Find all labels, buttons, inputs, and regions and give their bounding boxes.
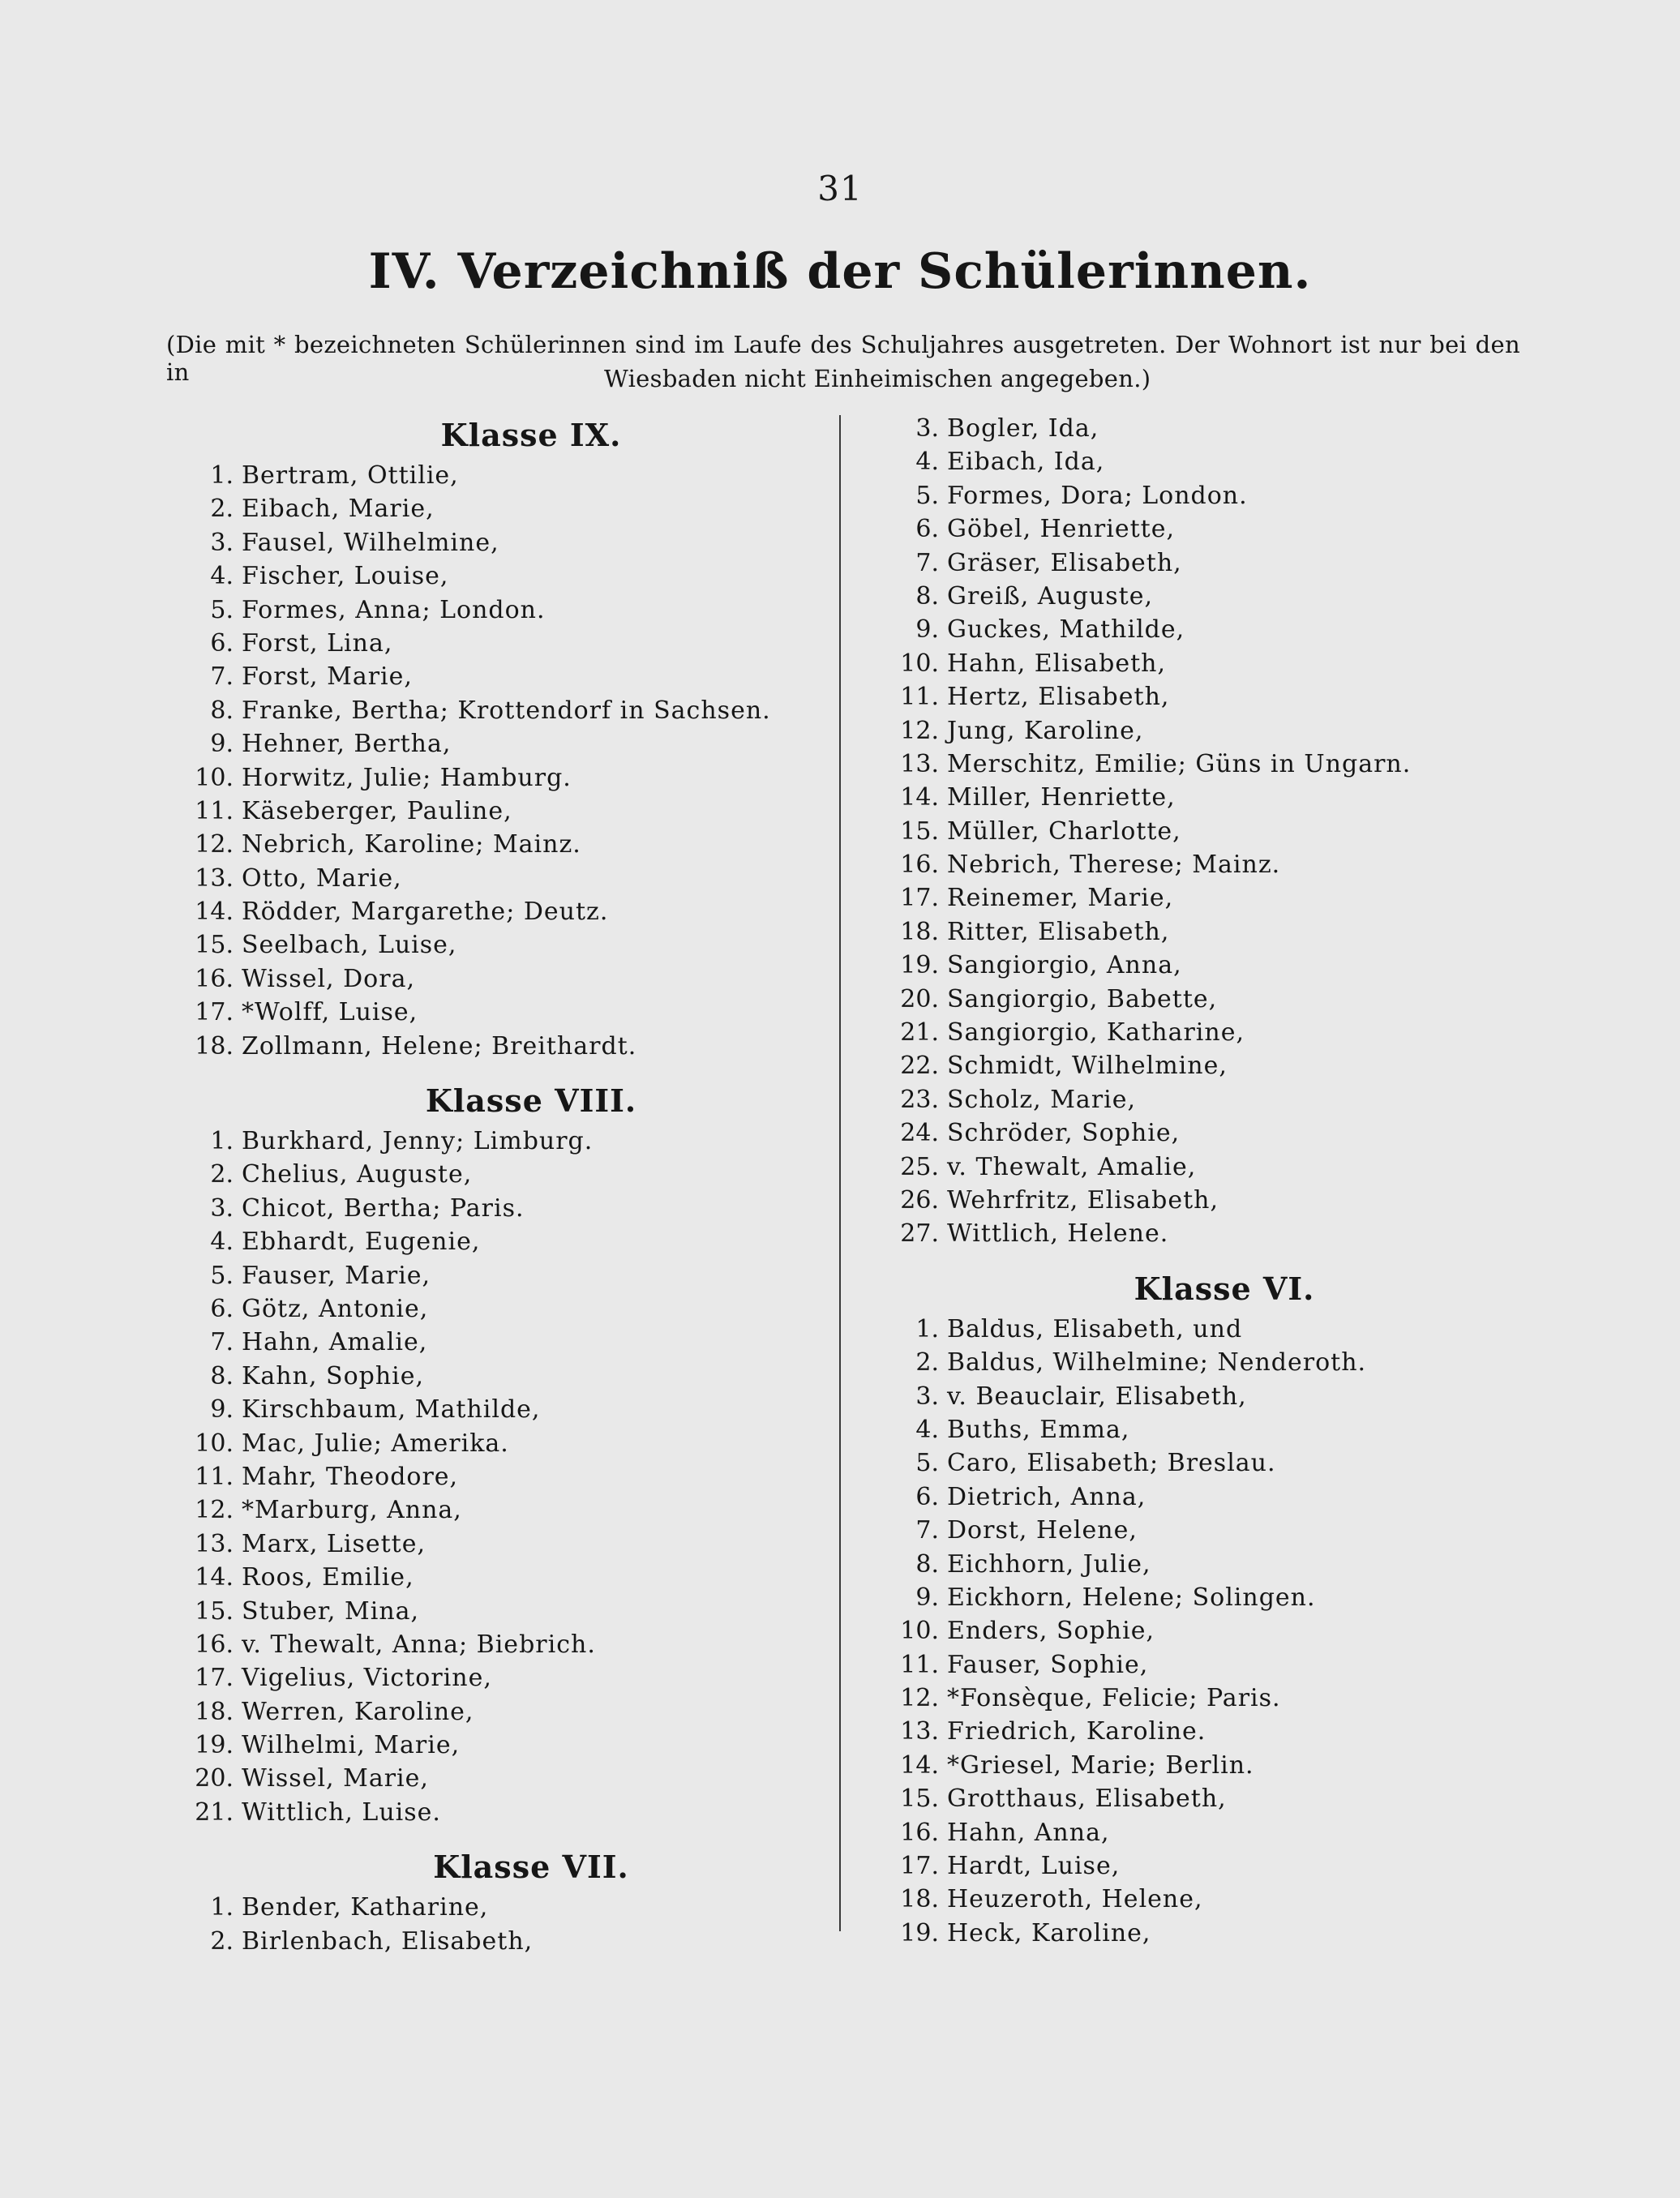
entry-number: 8.: [210, 1361, 234, 1390]
entry-name: Roos, Emilie,: [242, 1563, 414, 1592]
entry-name: Wehrfritz, Elisabeth,: [947, 1185, 1219, 1215]
entry-number: 1.: [210, 461, 234, 490]
entry-name: Fausel, Wilhelmine,: [242, 528, 499, 557]
list-item: [900, 1782, 1549, 1815]
entry-number: 11.: [900, 1650, 939, 1679]
list-item: [195, 862, 835, 895]
entry-name: Merschitz, Emilie; Güns in Ungarn.: [947, 749, 1412, 778]
entry-name: v. Beauclair, Elisabeth,: [947, 1382, 1247, 1411]
entry-number: 2.: [915, 1348, 939, 1377]
entry-name: Sangiorgio, Anna,: [947, 951, 1182, 980]
entry-name: Hehner, Bertha,: [242, 730, 452, 759]
entry-name: Miller, Henriette,: [947, 783, 1176, 812]
list-item: [900, 781, 1549, 814]
list-item: [900, 1715, 1549, 1748]
entry-number: 9.: [915, 1583, 939, 1612]
list-item: [900, 815, 1549, 848]
list-item: [195, 828, 835, 861]
entry-name: Schröder, Sophie,: [947, 1119, 1181, 1148]
entry-name: Friedrich, Karoline.: [947, 1717, 1206, 1746]
entry-name: Kahn, Sophie,: [242, 1361, 425, 1390]
entry-name: Forst, Lina,: [242, 628, 393, 658]
entry-number: 2.: [210, 1160, 234, 1189]
entry-number: 15.: [900, 1785, 939, 1814]
entry-number: 10.: [195, 763, 234, 792]
entry-number: 19.: [900, 951, 939, 980]
entry-name: Ritter, Elisabeth,: [947, 917, 1170, 946]
list-item: [195, 1561, 835, 1594]
entry-number: 10.: [900, 649, 939, 678]
section-gap: [900, 1251, 1549, 1266]
entry-name: Heck, Karoline,: [947, 1918, 1151, 1947]
entry-number: 19.: [900, 1918, 939, 1947]
entry-name: Dietrich, Anna,: [947, 1482, 1146, 1511]
entry-name: Fauser, Marie,: [242, 1261, 431, 1290]
list-item: [900, 1480, 1549, 1514]
list-item: [195, 962, 835, 996]
list-item: [195, 1326, 835, 1359]
list-item: [900, 748, 1549, 781]
entry-number: 13.: [195, 1529, 234, 1558]
entry-number: 17.: [900, 884, 939, 913]
list-item: [900, 1049, 1549, 1082]
entry-number: 11.: [195, 1462, 234, 1491]
entry-name: Grotthaus, Elisabeth,: [947, 1785, 1227, 1814]
entry-name: Otto, Marie,: [242, 863, 402, 893]
list-item: [195, 1628, 835, 1661]
entry-name: Eibach, Marie,: [242, 495, 435, 524]
entry-name: *Griesel, Marie; Berlin.: [947, 1750, 1254, 1780]
list-item: [195, 795, 835, 828]
list-item: [195, 593, 835, 627]
section-heading: Klasse IX.: [440, 417, 622, 453]
entry-number: 8.: [915, 1549, 939, 1579]
list-item: [900, 1150, 1549, 1184]
entry-name: Gräser, Elisabeth,: [947, 548, 1182, 577]
entry-number: 11.: [195, 796, 234, 825]
entry-name: Müller, Charlotte,: [947, 816, 1181, 846]
entry-number: 6.: [915, 1482, 939, 1511]
list-item: [900, 1749, 1549, 1782]
entry-number: 26.: [900, 1185, 939, 1215]
list-item: [900, 1581, 1549, 1614]
entry-name: *Fonsèque, Felicie; Paris.: [947, 1684, 1281, 1713]
entry-name: *Marburg, Anna,: [242, 1496, 462, 1525]
entry-number: 13.: [900, 1717, 939, 1746]
entry-name: Nebrich, Therese; Mainz.: [947, 850, 1281, 880]
list-item: [900, 580, 1549, 613]
list-item: [195, 1460, 835, 1493]
entry-number: 6.: [210, 628, 234, 658]
list-item: [900, 1016, 1549, 1049]
list-item: [900, 546, 1549, 580]
entry-number: 20.: [195, 1764, 234, 1793]
list-item: [900, 714, 1549, 748]
list-item: [195, 1762, 835, 1795]
list-item: [195, 895, 835, 928]
list-item: [900, 1446, 1549, 1480]
list-item: [195, 694, 835, 727]
entry-number: 15.: [195, 1596, 234, 1626]
list-item: [195, 660, 835, 693]
entry-name: Heuzeroth, Helene,: [947, 1885, 1203, 1914]
list-item: [900, 1917, 1549, 1950]
entry-name: Eickhorn, Helene; Solingen.: [947, 1583, 1316, 1612]
column-divider: [839, 415, 841, 1931]
entry-name: Baldus, Elisabeth, und: [947, 1314, 1243, 1343]
entry-number: 4.: [210, 1228, 234, 1257]
entry-name: Fauser, Sophie,: [947, 1650, 1149, 1679]
entry-number: 14.: [195, 1563, 234, 1592]
entry-number: 9.: [210, 730, 234, 759]
list-item: [195, 559, 835, 593]
entry-name: Greiß, Auguste,: [947, 581, 1154, 611]
entry-number: 3.: [210, 528, 234, 557]
section-heading: Klasse VII.: [433, 1849, 629, 1886]
entry-number: 18.: [900, 1885, 939, 1914]
entry-number: 7.: [210, 1328, 234, 1357]
list-item: [195, 928, 835, 962]
entry-name: Schmidt, Wilhelmine,: [947, 1052, 1228, 1081]
page-title: IV. Verzeichniß der Schülerinnen.: [368, 243, 1312, 300]
entry-number: 17.: [900, 1852, 939, 1881]
list-item: [195, 492, 835, 525]
list-item: [900, 1849, 1549, 1883]
entry-number: 3.: [915, 414, 939, 443]
list-item: [195, 459, 835, 492]
entry-name: Wittlich, Helene.: [947, 1219, 1169, 1249]
entry-number: 4.: [210, 562, 234, 591]
entry-name: Kirschbaum, Mathilde,: [242, 1395, 541, 1425]
entry-number: 10.: [195, 1429, 234, 1458]
list-item: [195, 1192, 835, 1225]
entry-number: 4.: [915, 1415, 939, 1444]
list-item: [900, 1816, 1549, 1849]
entry-number: 9.: [915, 615, 939, 645]
list-item: [900, 1346, 1549, 1379]
entry-number: 12.: [195, 1496, 234, 1525]
entry-name: Hahn, Anna,: [947, 1818, 1110, 1847]
entry-name: Buths, Emma,: [947, 1415, 1130, 1444]
list-item: [195, 1493, 835, 1527]
list-item: [900, 983, 1549, 1016]
entry-name: Jung, Karoline,: [947, 716, 1144, 745]
entry-name: Hertz, Elisabeth,: [947, 683, 1170, 712]
entry-number: 6.: [210, 1294, 234, 1323]
list-item: [900, 1548, 1549, 1581]
left-column: [195, 412, 835, 1958]
section-heading: Klasse VIII.: [425, 1082, 637, 1120]
entry-number: 23.: [900, 1085, 939, 1114]
entry-number: 1.: [915, 1314, 939, 1343]
entry-name: Birlenbach, Elisabeth,: [242, 1926, 534, 1956]
entry-number: 9.: [210, 1395, 234, 1425]
list-item: [900, 512, 1549, 546]
list-item: [195, 1259, 835, 1292]
entry-name: Bogler, Ida,: [947, 414, 1099, 443]
list-item: [195, 1030, 835, 1063]
entry-name: Enders, Sophie,: [947, 1617, 1155, 1646]
entry-number: 14.: [195, 898, 234, 927]
list-item: [195, 996, 835, 1029]
entry-number: 18.: [900, 917, 939, 946]
entry-number: 2.: [210, 1926, 234, 1956]
entry-number: 12.: [900, 716, 939, 745]
entry-name: Franke, Bertha; Krottendorf in Sachsen.: [242, 696, 771, 725]
list-item: [195, 727, 835, 761]
entry-name: Nebrich, Karoline; Mainz.: [242, 830, 581, 859]
section-gap: [195, 1063, 835, 1078]
entry-number: 7.: [210, 662, 234, 692]
entry-number: 5.: [915, 481, 939, 510]
entry-number: 22.: [900, 1052, 939, 1081]
list-item: [900, 445, 1549, 478]
list-item: [195, 761, 835, 795]
list-item: [900, 680, 1549, 713]
entry-number: 5.: [915, 1449, 939, 1478]
entry-name: Werren, Karoline,: [242, 1697, 474, 1726]
list-item: [900, 1380, 1549, 1413]
entry-name: Horwitz, Julie; Hamburg.: [242, 763, 572, 792]
entry-number: 1.: [210, 1893, 234, 1922]
entry-name: Wilhelmi, Marie,: [242, 1731, 461, 1760]
entry-number: 14.: [900, 1750, 939, 1780]
entry-name: Zollmann, Helene; Breithardt.: [242, 1031, 637, 1060]
right-column: [900, 412, 1549, 1950]
entry-name: Bertram, Ottilie,: [242, 461, 459, 490]
list-item: [195, 1891, 835, 1924]
entry-name: Reinemer, Marie,: [947, 884, 1174, 913]
list-item: [195, 1925, 835, 1958]
page-number: 31: [817, 169, 863, 208]
entry-name: Sangiorgio, Katharine,: [947, 1018, 1245, 1048]
list-item: [900, 1184, 1549, 1217]
entry-name: Fischer, Louise,: [242, 562, 449, 591]
entry-name: Formes, Dora; London.: [947, 481, 1248, 510]
list-item: [195, 526, 835, 559]
entry-name: v. Thewalt, Amalie,: [947, 1152, 1197, 1181]
entry-number: 16.: [195, 1630, 234, 1659]
note-line-2: Wiesbaden nicht Einheimischen angegeben.): [604, 365, 1151, 392]
entry-number: 16.: [900, 850, 939, 880]
list-item: [900, 1883, 1549, 1916]
entry-name: Rödder, Margarethe; Deutz.: [242, 898, 609, 927]
list-item: [900, 412, 1549, 445]
entry-name: Sangiorgio, Babette,: [947, 984, 1218, 1013]
entry-name: Mac, Julie; Amerika.: [242, 1429, 509, 1458]
entry-number: 5.: [210, 595, 234, 624]
entry-number: 13.: [195, 863, 234, 893]
entry-name: Käseberger, Pauline,: [242, 796, 512, 825]
list-item: [195, 1225, 835, 1258]
entry-name: Chelius, Auguste,: [242, 1160, 473, 1189]
list-item: [195, 1661, 835, 1695]
entry-name: Caro, Elisabeth; Breslau.: [947, 1449, 1276, 1478]
list-item: [900, 1217, 1549, 1250]
entry-name: Guckes, Mathilde,: [947, 615, 1185, 645]
list-item: [195, 1695, 835, 1729]
entry-number: 12.: [900, 1684, 939, 1713]
entry-name: Hahn, Elisabeth,: [947, 649, 1167, 678]
list-item: [900, 647, 1549, 680]
list-item: [195, 1729, 835, 1762]
entry-number: 14.: [900, 783, 939, 812]
list-item: [900, 1614, 1549, 1647]
entry-number: 8.: [915, 581, 939, 611]
entry-number: 21.: [900, 1018, 939, 1048]
list-item: [900, 1313, 1549, 1346]
entry-name: Chicot, Bertha; Paris.: [242, 1193, 525, 1223]
entry-name: Göbel, Henriette,: [947, 515, 1175, 544]
entry-number: 12.: [195, 830, 234, 859]
entry-number: 16.: [195, 964, 234, 993]
list-item: [900, 1116, 1549, 1150]
entry-number: 19.: [195, 1731, 234, 1760]
list-item: [900, 1514, 1549, 1547]
entry-name: Götz, Antonie,: [242, 1294, 429, 1323]
entry-number: 1.: [210, 1127, 234, 1156]
list-item: [195, 1527, 835, 1561]
entry-number: 17.: [195, 1664, 234, 1693]
entry-name: Hardt, Luise,: [947, 1852, 1121, 1881]
entry-name: Hahn, Amalie,: [242, 1328, 428, 1357]
entry-number: 24.: [900, 1119, 939, 1148]
list-item: [195, 1393, 835, 1426]
entry-number: 7.: [915, 548, 939, 577]
entry-number: 8.: [210, 696, 234, 725]
entry-name: Forst, Marie,: [242, 662, 413, 692]
entry-name: *Wolff, Luise,: [242, 998, 418, 1027]
entry-name: Bender, Katharine,: [242, 1893, 489, 1922]
entry-number: 21.: [195, 1797, 234, 1827]
entry-number: 17.: [195, 998, 234, 1027]
list-item: [900, 479, 1549, 512]
entry-number: 6.: [915, 515, 939, 544]
entry-name: Dorst, Helene,: [947, 1516, 1138, 1545]
entry-name: Vigelius, Victorine,: [242, 1664, 492, 1693]
entry-number: 18.: [195, 1697, 234, 1726]
entry-name: Scholz, Marie,: [947, 1085, 1137, 1114]
list-item: [900, 881, 1549, 915]
list-item: [195, 1427, 835, 1460]
entry-name: Ebhardt, Eugenie,: [242, 1228, 481, 1257]
list-item: [900, 1413, 1549, 1446]
list-item: [900, 1648, 1549, 1682]
entry-number: 3.: [210, 1193, 234, 1223]
list-item: [900, 949, 1549, 982]
entry-name: Wissel, Marie,: [242, 1764, 429, 1793]
entry-name: Eibach, Ida,: [947, 448, 1105, 477]
entry-name: v. Thewalt, Anna; Biebrich.: [242, 1630, 596, 1659]
entry-name: Burkhard, Jenny; Limburg.: [242, 1127, 594, 1156]
list-item: [195, 1796, 835, 1829]
entry-name: Wissel, Dora,: [242, 964, 415, 993]
entry-number: 4.: [915, 448, 939, 477]
entry-name: Stuber, Mina,: [242, 1596, 420, 1626]
entry-name: Seelbach, Luise,: [242, 931, 457, 960]
list-item: [195, 1360, 835, 1393]
entry-name: Formes, Anna; London.: [242, 595, 546, 624]
note-line-1: (Die mit * bezeichneten Schülerinnen sind im Laufe des Schuljahres ausgetreten. Der Wohnort ist nur bei den in: [166, 331, 1520, 386]
entry-name: Wittlich, Luise.: [242, 1797, 441, 1827]
entry-number: 5.: [210, 1261, 234, 1290]
list-item: [900, 613, 1549, 646]
section-gap: [195, 1829, 835, 1844]
list-item: [195, 1292, 835, 1326]
section-heading: Klasse VI.: [1134, 1270, 1315, 1307]
entry-number: 10.: [900, 1617, 939, 1646]
entry-number: 15.: [195, 931, 234, 960]
list-item: [195, 627, 835, 660]
entry-name: Marx, Lisette,: [242, 1529, 426, 1558]
entry-number: 27.: [900, 1219, 939, 1249]
entry-number: 11.: [900, 683, 939, 712]
list-item: [900, 915, 1549, 949]
entry-number: 13.: [900, 749, 939, 778]
entry-number: 25.: [900, 1152, 939, 1181]
list-item: [900, 1682, 1549, 1715]
entry-name: Baldus, Wilhelmine; Nenderoth.: [947, 1348, 1367, 1377]
entry-number: 3.: [915, 1382, 939, 1411]
list-item: [195, 1125, 835, 1158]
entry-number: 20.: [900, 984, 939, 1013]
list-item: [195, 1158, 835, 1191]
list-item: [900, 1083, 1549, 1116]
list-item: [900, 848, 1549, 881]
entry-number: 7.: [915, 1516, 939, 1545]
entry-number: 2.: [210, 495, 234, 524]
list-item: [195, 1595, 835, 1628]
entry-name: Eichhorn, Julie,: [947, 1549, 1151, 1579]
entry-number: 16.: [900, 1818, 939, 1847]
entry-number: 15.: [900, 816, 939, 846]
entry-name: Mahr, Theodore,: [242, 1462, 459, 1491]
entry-number: 18.: [195, 1031, 234, 1060]
